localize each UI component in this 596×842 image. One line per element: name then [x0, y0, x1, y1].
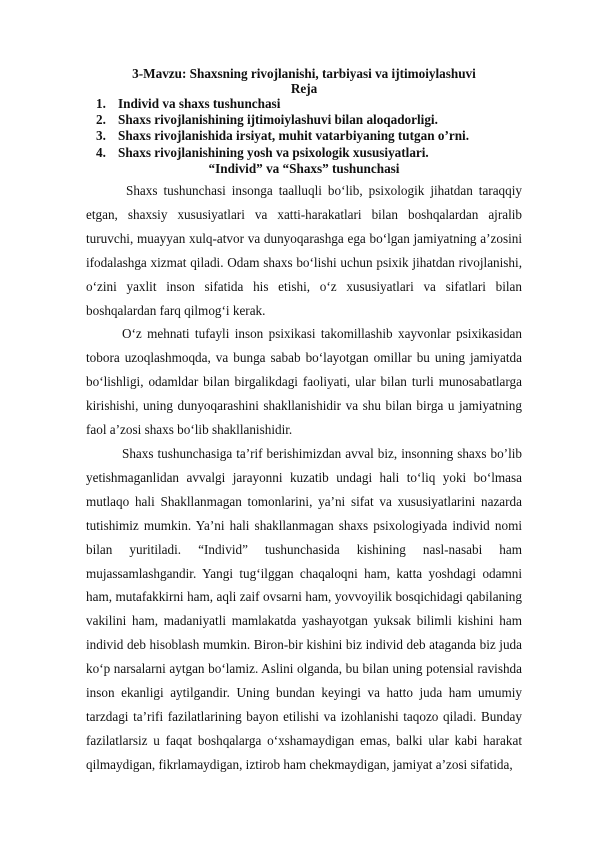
plan-item	[96, 128, 469, 144]
document-title: 3-Mavzu: Shaxsning rivojlanishi, tarbiyasi va ijtimoiylashuvi	[132, 66, 476, 81]
plan-item-number: 3.	[96, 128, 106, 144]
plan-item-text: Shaxs rivojlanishida irsiyat, muhit vatarbiyaning tutgan o’rni.	[118, 128, 469, 144]
plan-heading: Reja	[290, 81, 318, 96]
plan-item	[96, 145, 469, 161]
plan-item	[96, 112, 469, 128]
plan-list	[96, 96, 469, 161]
section-heading: “Individ” va “Shaxs” tushunchasi	[208, 161, 400, 176]
paragraph: Shaxs tushunchasi insonga taalluqli bo‘lib, psixologik jihatdan taraqqiy etgan, shaxsiy xususiyatlari va xatti-harakatlari bilan boshqalardan ajralib turuvchi, muayyan xulq-atvor va dunyoqarashga ega bo‘lgan jamiyatning a’zosini ifodalashga xizmat qiladi. Odam shaxs bo‘lishi uchun psixik jihatdan rivojlanishi, o‘zini yaxlit inson sifatida his etishi, o‘z xususiyatlari va sifatlari bilan boshqalardan farq qilmog‘i kerak.	[86, 183, 522, 318]
paragraph: Shaxs tushunchasiga ta’rif berishimizdan avval biz, insonning shaxs bo’lib yetishmaganlidan avvalgi jarayonni kuzatib undagi hali to‘liq yoki bo‘lmasa mutlaqo hali Shakllanmagan tomonlarini, ya’ni sifat va xususiyatlarini nazarda tutishimiz mumkin. Ya’ni hali shakllanmagan shaxs psixologiyada individ nomi bilan yuritiladi. “Individ” tushunchasida kishining nasl-nasabi ham mujassamlashgandir. Yangi tug‘ilggan chaqaloqni ham, katta yoshdagi odamni ham, mutafakkirni ham, aqli zaif ovsarni ham, yovvoyilik bosqichidagi qabilaning vakilini ham, madaniyatli mamlakatda yashayotgan yuksak bilimli kishini ham individ deb hisoblash mumkin. Biron-bir kishini biz individ deb ataganda biz juda ko‘p narsalarni aytgan bo‘lamiz. Aslini olganda, bu bilan uning potensial ravishda inson ekanligi aytilgandir. Uning bundan keyingi va hatto juda ham umumiy tarzdagi ta’rifi fazilatlarining bayon etilishi va izohlanishi taqozo qiladi. Bunday fazilatlarsiz u faqat boshqalarga o‘xshamaydigan emas, balki ular kabi harakat qilmaydigan, fikrlamaydigan, iztirob ham chekmaydigan, jamiyat a’zosi sifatida,	[86, 445, 522, 772]
plan-item-number: 4.	[96, 144, 106, 160]
plan-item-text: Shaxs rivojlanishining ijtimoiylashuvi bilan aloqadorligi.	[118, 112, 438, 128]
plan-item	[96, 96, 469, 112]
plan-item-text: Shaxs rivojlanishining yosh va psixologik xususiyatlari.	[118, 144, 429, 160]
plan-item-text: Individ va shaxs tushunchasi	[118, 96, 281, 111]
body-text	[86, 179, 522, 777]
paragraph: O‘z mehnati tufayli inson psixikasi takomillashib xayvonlar psixikasidan tobora uzoqlashmoqda, va bunga sabab bo‘layotgan omillar bu uning jamiyatda bo‘lishligi, odamldar bilan birgalikdagi faoliyati, ular bilan turli munosabatlarga kirishishi, uning dunyoqarashini shakllanishidir va shu bilan birga u jamiyatning faol a’zosi shaxs bo‘lib shakllanishidir.	[86, 326, 522, 438]
plan-item-number: 2.	[96, 112, 106, 128]
plan-item-number: 1.	[96, 96, 106, 111]
